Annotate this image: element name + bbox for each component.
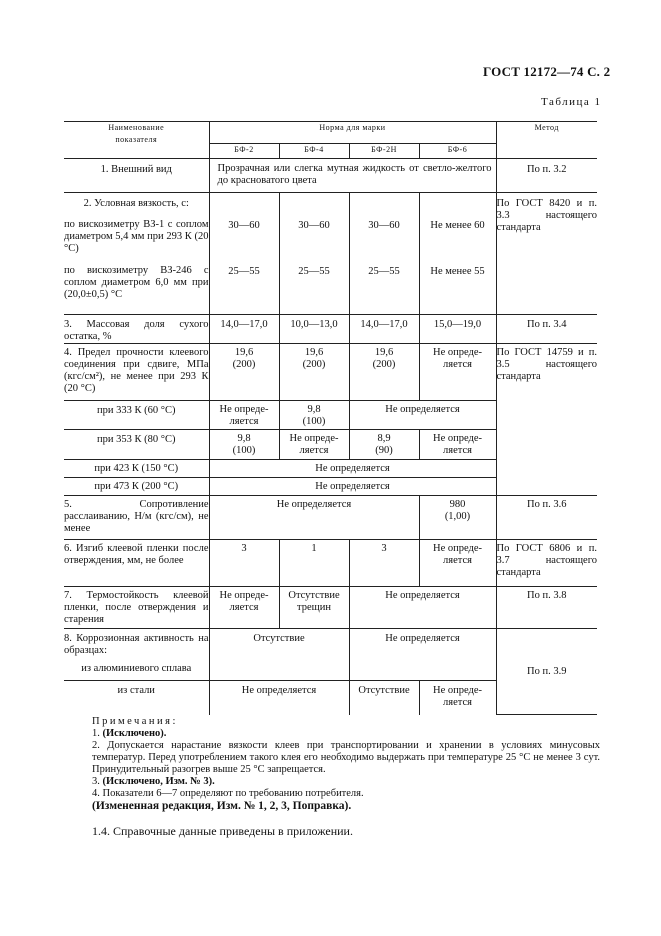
- corrosion-aluminium: из алюминиевого сплава: [81, 663, 192, 674]
- s353-bf4-b: ляется: [299, 445, 329, 456]
- row-strength-method: [496, 344, 597, 496]
- bend-bf6: [419, 540, 496, 587]
- row-appearance-method: По п. 3.2: [496, 159, 597, 193]
- row-viscosity-method: [496, 193, 597, 315]
- peel-bf6: [419, 496, 496, 540]
- dry-bf2n: 14,0—17,0: [349, 315, 419, 344]
- strength353-bf4: [279, 430, 349, 460]
- s293-bf2-a: 19,6: [234, 347, 254, 358]
- corrosion-st-v1: Не определяется: [209, 681, 349, 715]
- s333-bf2-b: ляется: [229, 416, 259, 427]
- col-header-bf4: БФ-4: [279, 144, 349, 159]
- s353-bf2-a: 9,8: [237, 433, 251, 444]
- row-strength473-name: при 473 К (200 °С): [64, 478, 209, 496]
- row-strength333-name: при 333 К (60 °С): [64, 401, 209, 430]
- row-corrosion-name: [64, 629, 209, 681]
- peel-text: 5. Сопротивление расслаиванию, Н/м (кгс/см), не менее: [64, 499, 209, 534]
- bend-bf6-a: Не опреде-: [432, 543, 482, 554]
- strength353-bf2n: [349, 430, 419, 460]
- s293-bf6-b: ляется: [443, 359, 472, 370]
- col-header-bf2: БФ-2: [209, 144, 279, 159]
- dry-bf4: 10,0—13,0: [279, 315, 349, 344]
- strength473-all: Не определяется: [209, 478, 496, 496]
- col-header-bf2n: БФ-2Н: [349, 144, 419, 159]
- heat-bf4-b: трещин: [297, 602, 331, 613]
- properties-table: [64, 121, 597, 715]
- bend-text: 6. Изгиб клеевой пленки после отверждения, мм, не более: [64, 543, 209, 566]
- row-appearance-value: [209, 159, 496, 193]
- s353-bf6-b: ляется: [443, 445, 472, 456]
- heat-text: 7. Термостойкость клеевой пленки, после отверждения и старения: [64, 590, 209, 625]
- bend-method-text: По ГОСТ 6806 и п. 3.7 настоящего стандарта: [496, 543, 597, 578]
- v1-bf2: 30—60: [228, 220, 260, 231]
- viscosity-sub2: по вискозиметру ВЗ-246 с соплом диаметром 6,0 мм при (20,0±0,5) °С: [64, 265, 209, 300]
- edit-note: (Измененная редакция, Изм. № 1, 2, 3, Поправка).: [92, 800, 352, 812]
- corrosion-text: 8. Коррозионная активность на образцах:: [64, 633, 209, 656]
- viscosity-sub1: по вискозиметру ВЗ-1 с соплом диаметром 5,4 мм при 293 К (20 °С): [64, 219, 209, 254]
- bend-bf4: 1: [279, 540, 349, 587]
- note-2: 2. Допускается нарастание вязкости клеев при транспортировании и хранении в условиях минусовых температур. Перед употреблением такого клея его необходимо выдержать при температуре 25 °С не менее 3 сут. Принудительный разогрев выше 25 °С запрещается.: [92, 740, 600, 775]
- viscosity-bf2: [209, 193, 279, 315]
- s293-bf2n-a: 19,6: [374, 347, 394, 358]
- viscosity-method-text: По ГОСТ 8420 и п. 3.3 настоящего стандарта: [496, 198, 597, 233]
- s333-bf4-b: (100): [302, 416, 326, 427]
- corrosion-al-v1: Отсутствие: [209, 629, 349, 681]
- strength-text: 4. Предел прочности клеевого соединения при сдвиге, МПа (кгс/см²), не менее при 293 К (20 °С): [64, 347, 209, 394]
- row-strength353-name: при 353 К (80 °С): [64, 430, 209, 460]
- strength293-bf6: [419, 344, 496, 401]
- viscosity-bf2n: [349, 193, 419, 315]
- note-4: 4. Показатели 6—7 определяют по требованию потребителя.: [92, 788, 364, 799]
- corrosion-al-v2: Не определяется: [349, 629, 496, 681]
- strength293-bf2: [209, 344, 279, 401]
- strength423-all: Не определяется: [209, 460, 496, 478]
- heat-bf2-b: ляется: [229, 602, 259, 613]
- s293-bf2n-b: (200): [372, 359, 396, 370]
- heat-rest: Не определяется: [349, 587, 496, 629]
- row-bend-name: [64, 540, 209, 587]
- heat-bf4-a: Отсутствие: [288, 590, 340, 601]
- s293-bf4-b: (200): [302, 359, 326, 370]
- row-dry-residue-method: По п. 3.4: [496, 315, 597, 344]
- note-1-num: 1.: [92, 728, 100, 739]
- v2-bf4: 25—55: [298, 266, 330, 277]
- row-dry-residue-name: [64, 315, 209, 344]
- bend-bf2n: 3: [349, 540, 419, 587]
- note-3-num: 3.: [92, 776, 100, 787]
- row-strength-name: [64, 344, 209, 401]
- peel-bf6-a: 980: [449, 499, 466, 510]
- s353-bf2n-b: (90): [375, 445, 393, 456]
- dry-bf2: 14,0—17,0: [209, 315, 279, 344]
- v2-bf6: Не менее 55: [430, 266, 485, 277]
- s353-bf6-a: Не опреде-: [432, 433, 482, 444]
- s333-bf4-a: 9,8: [307, 404, 321, 415]
- col-header-bf6: БФ-6: [419, 144, 496, 159]
- corrosion-st-v3: [419, 681, 496, 715]
- s293-bf4-a: 19,6: [304, 347, 324, 358]
- note-3: [92, 776, 600, 788]
- strength353-bf6: [419, 430, 496, 460]
- page-header: ГОСТ 12172—74 С. 2: [483, 64, 611, 79]
- s353-bf4-a: Не опреде-: [289, 433, 339, 444]
- table-caption: Таблица 1: [541, 96, 602, 108]
- reference-paragraph: 1.4. Справочные данные приведены в приложении.: [92, 824, 353, 838]
- row-peel-method: По п. 3.6: [496, 496, 597, 540]
- note-3-text: (Исключено, Изм. № 3).: [102, 776, 215, 787]
- viscosity-bf6: [419, 193, 496, 315]
- note-1-text: (Исключено).: [102, 728, 167, 739]
- peel-value: Не определяется: [209, 496, 419, 540]
- strength333-bf4: [279, 401, 349, 430]
- viscosity-bf4: [279, 193, 349, 315]
- row-corrosion-method: По п. 3.9: [496, 629, 597, 715]
- s333-bf2-a: Не опреде-: [219, 404, 269, 415]
- appearance-text: Прозрачная или слегка мутная жидкость от светло-желтого до красноватого цвета: [217, 163, 492, 186]
- s353-bf2n-a: 8,9: [377, 433, 391, 444]
- strength293-bf4: [279, 344, 349, 401]
- row-peel-name: [64, 496, 209, 540]
- bend-bf6-b: ляется: [443, 555, 472, 566]
- dry-bf6: 15,0—19,0: [419, 315, 496, 344]
- strength-method-text: По ГОСТ 14759 и п. 3.5 настоящего стандарта: [496, 347, 597, 382]
- v1-bf4: 30—60: [298, 220, 330, 231]
- strength293-bf2n: [349, 344, 419, 401]
- peel-bf6-b: (1,00): [444, 511, 471, 522]
- corrosion-st-v2: Отсутствие: [349, 681, 419, 715]
- col-header-name: Наименование показателя: [64, 122, 209, 159]
- row-heat-name: [64, 587, 209, 629]
- s293-bf6-a: Не опреде-: [432, 347, 482, 358]
- notes-block: [92, 716, 600, 812]
- strength333-rest: Не определяется: [349, 401, 496, 430]
- row-strength423-name: при 423 К (150 °С): [64, 460, 209, 478]
- strength353-bf2: [209, 430, 279, 460]
- row-heat-method: По п. 3.8: [496, 587, 597, 629]
- col-header-norm: Норма для марки: [209, 122, 496, 144]
- v1-bf2n: 30—60: [368, 220, 400, 231]
- row-corrosion-steel-name: из стали: [64, 681, 209, 715]
- heat-bf4: [279, 587, 349, 629]
- heat-bf2: [209, 587, 279, 629]
- v2-bf2n: 25—55: [368, 266, 400, 277]
- heat-bf2-a: Не опреде-: [219, 590, 269, 601]
- s353-bf2-b: (100): [232, 445, 256, 456]
- viscosity-title: 2. Условная вязкость, с:: [83, 198, 189, 209]
- v2-bf2: 25—55: [228, 266, 260, 277]
- row-bend-method: [496, 540, 597, 587]
- bend-bf2: 3: [209, 540, 279, 587]
- note-1: [92, 728, 600, 740]
- col-header-method: Метод: [496, 122, 597, 159]
- row-appearance-name: 1. Внешний вид: [64, 159, 209, 193]
- corrosion-st-v3-b: ляется: [443, 697, 472, 708]
- corrosion-st-v3-a: Не опреде-: [432, 685, 482, 696]
- row-viscosity-name: [64, 193, 209, 315]
- s293-bf2-b: (200): [232, 359, 256, 370]
- dry-residue-text: 3. Массовая доля сухого остатка, %: [64, 319, 209, 342]
- strength333-bf2: [209, 401, 279, 430]
- notes-caption: Примечания:: [92, 716, 178, 727]
- v1-bf6: Не менее 60: [430, 220, 485, 231]
